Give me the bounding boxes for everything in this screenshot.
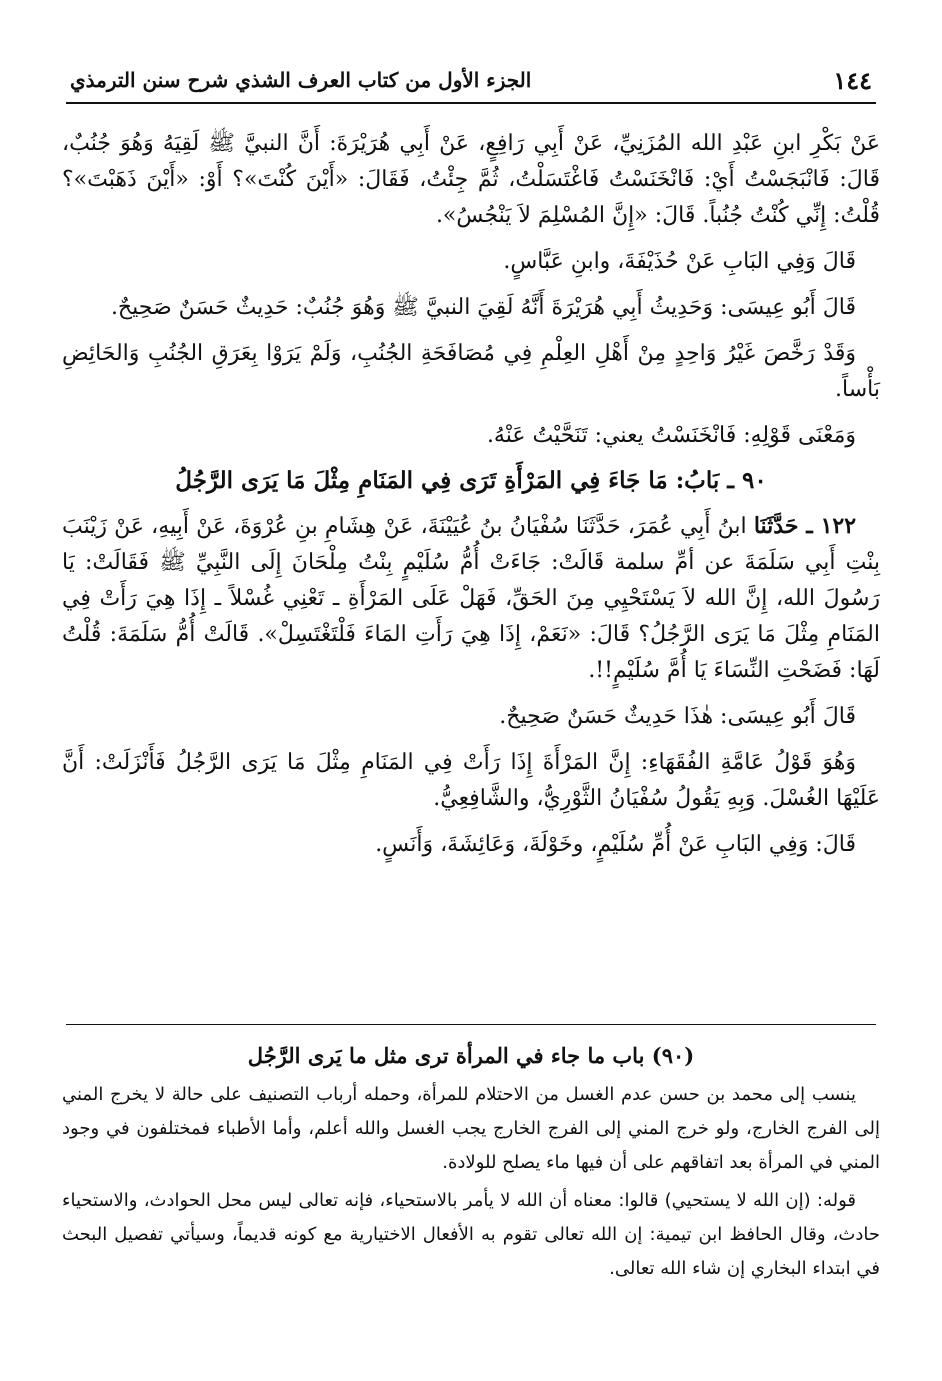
fuqaha-paragraph: وَهُوَ قَوْلُ عَامَّةِ الفُقَهَاءِ: إِنَّ المَرْأَةَ إِذَا رَأَتْ فِي المَنَامِ مِثْلَ مَا يَرَى الرَّجُلُ فَأَنْزَلَتْ: أَنَّ عَلَيْهَا الغُسْلَ. وَبِهِ يَقُولُ سُفْيَانُ الثَّوْرِيُّ، والشَّافِعِيُّ. [62, 750, 880, 811]
commentary-paragraph-1: ينسب إلى محمد بن حسن عدم الغسل من الاحتلام للمرأة، وحمله أرباب التصنيف على حالة لا يخرج المني إلى الفرج الخارج، ولو خرج المني إلى الفرج الخارج يجب الغسل والله أعلم، وأما الأطباء فمختلفون في وجود المني في المرأة بعد اتفاقهم على أن فيها ماء يصلح للولادة. [62, 1084, 880, 1173]
meaning-paragraph: وَمَعْنَى قَوْلِهِ: فَانْخَنَسْتُ يعني: تَنَحَّيْتُ عَنْهُ. [486, 423, 856, 448]
commentary-section [62, 1040, 880, 1290]
commentary-title: (٩٠) باب ما جاء في المرأة ترى مثل ما يَرى الرَّجُل [247, 1043, 695, 1068]
main-text [62, 126, 880, 873]
abu-isa-grading-2: قَالَ أَبُو عِيسَى: هٰذَا حَدِيثٌ حَسَنٌ صَحِيحٌ. [499, 704, 856, 729]
hadith-number: ١٢٢ ـ حَدَّثَنَا [753, 513, 857, 539]
commentary-paragraph-2: قوله: (إن الله لا يستحيي) قالوا: معناه أن الله لا يأمر بالاستحياء، فإنه تعالى ليس محل الحوادث، والاستحياء حادث، وقال الحافظ ابن تيمية: إن الله تعالى تقوم به الأفعال الاختيارية مع كونه قديماً، وسيأتي تفصيل البحث في ابتداء البخاري إن شاء الله تعالى. [62, 1190, 880, 1279]
chapter-heading: ٩٠ ـ بَابُ: مَا جَاءَ فِي المَرْأَةِ تَرَى فِي المَنَامِ مِثْلَ مَا يَرَى الرَّجُلُ [175, 467, 767, 494]
running-title: الجزء الأول من كتاب العرف الشذي شرح سنن الترمذي [70, 68, 532, 92]
abu-isa-grading: قَالَ أَبُو عِيسَى: وَحَدِيثُ أَبِي هُرَيْرَةَ أَنَّهُ لَقِيَ النبيَّ ﷺ وَهُوَ جُنُبٌ: حَدِيثٌ حَسَنٌ صَحِيحٌ. [110, 295, 856, 320]
rukhsa-paragraph: وَقَدْ رَخَّصَ غَيْرُ وَاحِدٍ مِنْ أَهْلِ العِلْمِ فِي مُصَافَحَةِ الجُنُبِ، وَلَمْ يَرَوْا بِعَرَقِ الجُنُبِ وَالحَائِضِ بَأْساً. [62, 341, 880, 402]
bab-note-2: قَالَ: وَفِي البَابِ عَنْ أُمِّ سُلَيْمٍ، وخَوْلَةَ، وَعَائِشَةَ، وَأَنَسٍ. [375, 832, 856, 857]
hadith-previous-continuation: عَنْ بَكْرِ ابنِ عَبْدِ الله المُزَنِيِّ، عَنْ أَبِي رَافِعٍ، عَنْ أَبِي هُرَيْرَةَ: أَنَّ النبيَّ ﷺ لَقِيَهُ وَهُوَ جُنُبٌ، قَالَ: فَانْبَجَسْتُ أَيْ: فَانْخَنَسْتُ فَاغْتَسَلْتُ، ثُمَّ جِئْتُ، فَقَالَ: «أَيْنَ كُنْتَ»؟ أَوْ: «أَيْنَ ذَهَبْتَ»؟ قُلْتُ: إِنِّي كُنْتُ جُنُباً. قَالَ: «إِنَّ المُسْلِمَ لاَ يَنْجُسُ». [62, 131, 880, 228]
hadith-122 [62, 508, 880, 689]
hadith-122-text: ابنُ أَبِي عُمَرَ، حَدَّثَنَا سُفْيَانُ بنُ عُيَيْنَةَ، عَنْ هِشَامِ بنِ عُرْوَةَ، عَنْ أَبِيهِ، عَنْ زَيْنَبَ بِنْتِ أَبِي سَلَمَةَ عن أمِّ سلمة قَالَتْ: جَاءَتْ أُمُّ سُلَيْمٍ بِنْتُ مِلْحَانَ إِلَى النَّبِيِّ ﷺ فَقَالَتْ: يَا رَسُولَ الله، إِنَّ الله لاَ يَسْتَحْيِي مِنَ الحَقِّ، فَهَلْ عَلَى المَرْأَةِ ـ تَعْنِي غُسْلاً ـ إِذَا هِيَ رَأَتْ فِي المَنَامِ مِثْلَ مَا يَرَى الرَّجُلُ؟ قَالَ: «نَعَمْ، إِذَا هِيَ رَأَتِ المَاءَ فَلْتَغْتَسِلْ». قَالَتْ أُمُّ سَلَمَةَ: قُلْتُ لَهَا: فَضَحْتِ النِّسَاءَ يَا أُمَّ سُلَيْمٍ!!. [62, 514, 880, 683]
footnote-divider [66, 1024, 876, 1025]
page-header [66, 62, 876, 104]
bab-note: قَالَ وَفِي البَابِ عَنْ حُذَيْفَةَ، وابنِ عَبَّاسٍ. [503, 249, 856, 274]
page-number: ١٤٤ [833, 66, 872, 95]
